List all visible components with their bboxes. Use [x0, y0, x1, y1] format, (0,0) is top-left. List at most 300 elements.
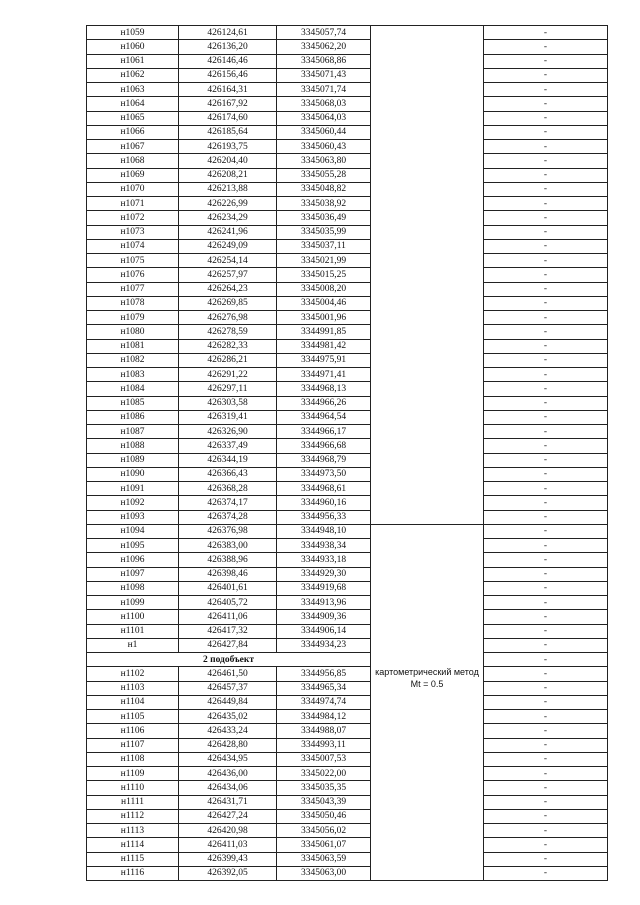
- x-coordinate-cell: 426368,28: [179, 482, 277, 496]
- x-coordinate-cell: 426193,75: [179, 140, 277, 154]
- x-coordinate-cell: 426213,88: [179, 182, 277, 196]
- table-row: [87, 838, 608, 852]
- accuracy-cell: -: [484, 282, 608, 296]
- y-coordinate-cell: 3345035,99: [277, 225, 371, 239]
- table-row: [87, 581, 608, 595]
- accuracy-cell: -: [484, 268, 608, 282]
- table-row: [87, 710, 608, 724]
- point-id-cell: н1086: [87, 410, 179, 424]
- table-row: [87, 282, 608, 296]
- point-id-cell: н1098: [87, 581, 179, 595]
- accuracy-cell: -: [484, 396, 608, 410]
- point-id-cell: н1108: [87, 752, 179, 766]
- accuracy-cell: -: [484, 581, 608, 595]
- point-id-cell: н1116: [87, 866, 179, 880]
- accuracy-cell: -: [484, 781, 608, 795]
- table-row: [87, 738, 608, 752]
- x-coordinate-cell: 426392,05: [179, 866, 277, 880]
- accuracy-cell: -: [484, 339, 608, 353]
- x-coordinate-cell: 426399,43: [179, 852, 277, 866]
- accuracy-cell: -: [484, 610, 608, 624]
- accuracy-cell: -: [484, 26, 608, 40]
- accuracy-cell: -: [484, 296, 608, 310]
- table-row: [87, 510, 608, 524]
- x-coordinate-cell: 426405,72: [179, 596, 277, 610]
- subobject-row: [87, 653, 608, 667]
- table-row: [87, 368, 608, 382]
- accuracy-cell: -: [484, 681, 608, 695]
- x-coordinate-cell: 426167,92: [179, 97, 277, 111]
- x-coordinate-cell: 426146,46: [179, 54, 277, 68]
- x-coordinate-cell: 426326,90: [179, 425, 277, 439]
- table-row: [87, 254, 608, 268]
- x-coordinate-cell: 426449,84: [179, 695, 277, 709]
- accuracy-cell: -: [484, 54, 608, 68]
- point-id-cell: н1059: [87, 26, 179, 40]
- point-id-cell: н1114: [87, 838, 179, 852]
- y-coordinate-cell: 3344913,96: [277, 596, 371, 610]
- x-coordinate-cell: 426164,31: [179, 83, 277, 97]
- y-coordinate-cell: 3344964,54: [277, 410, 371, 424]
- table-row: [87, 866, 608, 880]
- x-coordinate-cell: 426282,33: [179, 339, 277, 353]
- y-coordinate-cell: 3345060,43: [277, 140, 371, 154]
- point-id-cell: н1078: [87, 296, 179, 310]
- table-row: [87, 752, 608, 766]
- x-coordinate-cell: 426264,23: [179, 282, 277, 296]
- y-coordinate-cell: 3345061,07: [277, 838, 371, 852]
- x-coordinate-cell: 426226,99: [179, 197, 277, 211]
- y-coordinate-cell: 3345036,49: [277, 211, 371, 225]
- accuracy-cell: -: [484, 809, 608, 823]
- table-row: [87, 453, 608, 467]
- table-row: [87, 211, 608, 225]
- point-id-cell: н1073: [87, 225, 179, 239]
- point-id-cell: н1074: [87, 239, 179, 253]
- x-coordinate-cell: 426204,40: [179, 154, 277, 168]
- y-coordinate-cell: 3344984,12: [277, 710, 371, 724]
- table-row: [87, 695, 608, 709]
- accuracy-cell: -: [484, 353, 608, 367]
- table-row: [87, 111, 608, 125]
- accuracy-cell: -: [484, 539, 608, 553]
- table-row: [87, 596, 608, 610]
- table-row: [87, 154, 608, 168]
- table-row: [87, 567, 608, 581]
- x-coordinate-cell: 426435,02: [179, 710, 277, 724]
- accuracy-cell: -: [484, 83, 608, 97]
- accuracy-cell: -: [484, 140, 608, 154]
- point-id-cell: н1113: [87, 824, 179, 838]
- table-row: [87, 311, 608, 325]
- accuracy-cell: -: [484, 710, 608, 724]
- point-id-cell: н1090: [87, 467, 179, 481]
- table-row: [87, 225, 608, 239]
- x-coordinate-cell: 426344,19: [179, 453, 277, 467]
- x-coordinate-cell: 426374,17: [179, 496, 277, 510]
- accuracy-cell: -: [484, 453, 608, 467]
- y-coordinate-cell: 3344919,68: [277, 581, 371, 595]
- table-row: [87, 26, 608, 40]
- point-id-cell: н1: [87, 638, 179, 652]
- y-coordinate-cell: 3344975,91: [277, 353, 371, 367]
- x-coordinate-cell: 426297,11: [179, 382, 277, 396]
- table-row: [87, 624, 608, 638]
- y-coordinate-cell: 3344966,26: [277, 396, 371, 410]
- y-coordinate-cell: 3344906,14: [277, 624, 371, 638]
- y-coordinate-cell: 3344991,85: [277, 325, 371, 339]
- point-id-cell: н1064: [87, 97, 179, 111]
- accuracy-cell: -: [484, 795, 608, 809]
- y-coordinate-cell: 3344974,74: [277, 695, 371, 709]
- accuracy-cell: -: [484, 724, 608, 738]
- x-coordinate-cell: 426337,49: [179, 439, 277, 453]
- table-row: [87, 353, 608, 367]
- y-coordinate-cell: 3344909,36: [277, 610, 371, 624]
- x-coordinate-cell: 426417,32: [179, 624, 277, 638]
- point-id-cell: н1085: [87, 396, 179, 410]
- point-id-cell: н1088: [87, 439, 179, 453]
- point-id-cell: н1097: [87, 567, 179, 581]
- y-coordinate-cell: 3345043,39: [277, 795, 371, 809]
- x-coordinate-cell: 426278,59: [179, 325, 277, 339]
- y-coordinate-cell: 3345063,59: [277, 852, 371, 866]
- y-coordinate-cell: 3345001,96: [277, 311, 371, 325]
- accuracy-cell: -: [484, 154, 608, 168]
- y-coordinate-cell: 3344988,07: [277, 724, 371, 738]
- point-id-cell: н1107: [87, 738, 179, 752]
- point-id-cell: н1075: [87, 254, 179, 268]
- y-coordinate-cell: 3344966,17: [277, 425, 371, 439]
- y-coordinate-cell: 3345068,86: [277, 54, 371, 68]
- y-coordinate-cell: 3345037,11: [277, 239, 371, 253]
- point-id-cell: н1112: [87, 809, 179, 823]
- coordinates-table: [86, 25, 608, 881]
- x-coordinate-cell: 426208,21: [179, 168, 277, 182]
- accuracy-cell: -: [484, 752, 608, 766]
- table-row: [87, 425, 608, 439]
- point-id-cell: н1069: [87, 168, 179, 182]
- accuracy-cell: -: [484, 667, 608, 681]
- table-row: [87, 396, 608, 410]
- accuracy-cell: -: [484, 125, 608, 139]
- point-id-cell: н1084: [87, 382, 179, 396]
- y-coordinate-cell: 3344968,79: [277, 453, 371, 467]
- table-row: [87, 724, 608, 738]
- y-coordinate-cell: 3345022,00: [277, 767, 371, 781]
- table-row: [87, 852, 608, 866]
- y-coordinate-cell: 3344956,85: [277, 667, 371, 681]
- x-coordinate-cell: 426124,61: [179, 26, 277, 40]
- x-coordinate-cell: 426420,98: [179, 824, 277, 838]
- point-id-cell: н1091: [87, 482, 179, 496]
- table-row: [87, 339, 608, 353]
- point-id-cell: н1082: [87, 353, 179, 367]
- x-coordinate-cell: 426434,06: [179, 781, 277, 795]
- table-row: [87, 54, 608, 68]
- accuracy-cell: -: [484, 738, 608, 752]
- x-coordinate-cell: 426427,24: [179, 809, 277, 823]
- x-coordinate-cell: 426286,21: [179, 353, 277, 367]
- accuracy-cell: -: [484, 40, 608, 54]
- table-row: [87, 809, 608, 823]
- table-row: [87, 68, 608, 82]
- accuracy-cell: -: [484, 838, 608, 852]
- y-coordinate-cell: 3345071,74: [277, 83, 371, 97]
- point-id-cell: н1067: [87, 140, 179, 154]
- x-coordinate-cell: 426428,80: [179, 738, 277, 752]
- point-id-cell: н1061: [87, 54, 179, 68]
- table-row: [87, 410, 608, 424]
- table-row: [87, 610, 608, 624]
- y-coordinate-cell: 3345007,53: [277, 752, 371, 766]
- accuracy-cell: -: [484, 368, 608, 382]
- point-id-cell: н1111: [87, 795, 179, 809]
- x-coordinate-cell: 426185,64: [179, 125, 277, 139]
- accuracy-cell: -: [484, 496, 608, 510]
- point-id-cell: н1106: [87, 724, 179, 738]
- x-coordinate-cell: 426366,43: [179, 467, 277, 481]
- accuracy-cell: -: [484, 866, 608, 880]
- point-id-cell: н1092: [87, 496, 179, 510]
- point-id-cell: н1072: [87, 211, 179, 225]
- table-row: [87, 325, 608, 339]
- point-id-cell: н1095: [87, 539, 179, 553]
- table-row: [87, 539, 608, 553]
- accuracy-cell: -: [484, 211, 608, 225]
- point-id-cell: н1076: [87, 268, 179, 282]
- accuracy-cell: -: [484, 325, 608, 339]
- y-coordinate-cell: 3344929,30: [277, 567, 371, 581]
- accuracy-cell: -: [484, 567, 608, 581]
- point-id-cell: н1083: [87, 368, 179, 382]
- table-row: [87, 125, 608, 139]
- table-row: [87, 439, 608, 453]
- y-coordinate-cell: 3345004,46: [277, 296, 371, 310]
- table-row: [87, 524, 608, 538]
- y-coordinate-cell: 3345063,00: [277, 866, 371, 880]
- accuracy-cell: -: [484, 482, 608, 496]
- accuracy-cell: -: [484, 852, 608, 866]
- point-id-cell: н1087: [87, 425, 179, 439]
- x-coordinate-cell: 426383,00: [179, 539, 277, 553]
- table-row: [87, 496, 608, 510]
- table-row: [87, 268, 608, 282]
- table-row: [87, 681, 608, 695]
- y-coordinate-cell: 3345060,44: [277, 125, 371, 139]
- y-coordinate-cell: 3344933,18: [277, 553, 371, 567]
- y-coordinate-cell: 3345057,74: [277, 26, 371, 40]
- point-id-cell: н1110: [87, 781, 179, 795]
- point-id-cell: н1079: [87, 311, 179, 325]
- x-coordinate-cell: 426411,03: [179, 838, 277, 852]
- y-coordinate-cell: 3344971,41: [277, 368, 371, 382]
- table-row: [87, 767, 608, 781]
- x-coordinate-cell: 426291,22: [179, 368, 277, 382]
- x-coordinate-cell: 426431,71: [179, 795, 277, 809]
- y-coordinate-cell: 3344965,34: [277, 681, 371, 695]
- y-coordinate-cell: 3345048,82: [277, 182, 371, 196]
- accuracy-cell: -: [484, 168, 608, 182]
- table-row: [87, 824, 608, 838]
- table-row: [87, 638, 608, 652]
- point-id-cell: н1101: [87, 624, 179, 638]
- accuracy-cell: -: [484, 524, 608, 538]
- x-coordinate-cell: 426257,97: [179, 268, 277, 282]
- accuracy-cell: -: [484, 653, 608, 667]
- y-coordinate-cell: 3344981,42: [277, 339, 371, 353]
- point-id-cell: н1068: [87, 154, 179, 168]
- table-row: [87, 197, 608, 211]
- x-coordinate-cell: 426433,24: [179, 724, 277, 738]
- point-id-cell: н1093: [87, 510, 179, 524]
- x-coordinate-cell: 426249,09: [179, 239, 277, 253]
- point-id-cell: н1102: [87, 667, 179, 681]
- x-coordinate-cell: 426376,98: [179, 524, 277, 538]
- accuracy-cell: -: [484, 111, 608, 125]
- x-coordinate-cell: 426461,50: [179, 667, 277, 681]
- accuracy-cell: -: [484, 624, 608, 638]
- x-coordinate-cell: 426319,41: [179, 410, 277, 424]
- point-id-cell: н1065: [87, 111, 179, 125]
- x-coordinate-cell: 426434,95: [179, 752, 277, 766]
- accuracy-cell: -: [484, 68, 608, 82]
- x-coordinate-cell: 426374,28: [179, 510, 277, 524]
- point-id-cell: н1103: [87, 681, 179, 695]
- table-row: [87, 239, 608, 253]
- point-id-cell: н1089: [87, 453, 179, 467]
- accuracy-cell: -: [484, 382, 608, 396]
- x-coordinate-cell: 426276,98: [179, 311, 277, 325]
- y-coordinate-cell: 3345068,03: [277, 97, 371, 111]
- y-coordinate-cell: 3345062,20: [277, 40, 371, 54]
- point-id-cell: н1077: [87, 282, 179, 296]
- method-label: картометрический метод Mt = 0.5: [375, 666, 479, 689]
- x-coordinate-cell: 426411,06: [179, 610, 277, 624]
- table-row: [87, 467, 608, 481]
- point-id-cell: н1096: [87, 553, 179, 567]
- accuracy-cell: -: [484, 311, 608, 325]
- accuracy-cell: -: [484, 596, 608, 610]
- x-coordinate-cell: 426174,60: [179, 111, 277, 125]
- table-row: [87, 667, 608, 681]
- accuracy-cell: -: [484, 239, 608, 253]
- x-coordinate-cell: 426398,46: [179, 567, 277, 581]
- y-coordinate-cell: 3345071,43: [277, 68, 371, 82]
- point-id-cell: н1115: [87, 852, 179, 866]
- x-coordinate-cell: 426401,61: [179, 581, 277, 595]
- y-coordinate-cell: 3344948,10: [277, 524, 371, 538]
- x-coordinate-cell: 426156,46: [179, 68, 277, 82]
- accuracy-cell: -: [484, 510, 608, 524]
- y-coordinate-cell: 3344968,13: [277, 382, 371, 396]
- x-coordinate-cell: 426136,20: [179, 40, 277, 54]
- accuracy-cell: -: [484, 467, 608, 481]
- x-coordinate-cell: 426254,14: [179, 254, 277, 268]
- coordinates-table-body: [87, 26, 608, 881]
- accuracy-cell: -: [484, 638, 608, 652]
- accuracy-cell: -: [484, 767, 608, 781]
- accuracy-cell: -: [484, 254, 608, 268]
- table-row: [87, 553, 608, 567]
- point-id-cell: н1063: [87, 83, 179, 97]
- point-id-cell: н1060: [87, 40, 179, 54]
- point-id-cell: н1080: [87, 325, 179, 339]
- table-row: [87, 40, 608, 54]
- table-row: [87, 182, 608, 196]
- point-id-cell: н1109: [87, 767, 179, 781]
- y-coordinate-cell: 3345008,20: [277, 282, 371, 296]
- y-coordinate-cell: 3344938,34: [277, 539, 371, 553]
- table-row: [87, 296, 608, 310]
- y-coordinate-cell: 3345056,02: [277, 824, 371, 838]
- accuracy-cell: -: [484, 553, 608, 567]
- subobject-label: 2 подобъект: [87, 653, 371, 667]
- y-coordinate-cell: 3344966,68: [277, 439, 371, 453]
- point-id-cell: н1099: [87, 596, 179, 610]
- point-id-cell: н1071: [87, 197, 179, 211]
- y-coordinate-cell: 3345038,92: [277, 197, 371, 211]
- y-coordinate-cell: 3344968,61: [277, 482, 371, 496]
- y-coordinate-cell: 3344993,11: [277, 738, 371, 752]
- y-coordinate-cell: 3344960,16: [277, 496, 371, 510]
- accuracy-cell: -: [484, 425, 608, 439]
- table-row: [87, 140, 608, 154]
- accuracy-cell: -: [484, 197, 608, 211]
- y-coordinate-cell: 3344973,50: [277, 467, 371, 481]
- accuracy-cell: -: [484, 225, 608, 239]
- point-id-cell: н1094: [87, 524, 179, 538]
- table-row: [87, 482, 608, 496]
- y-coordinate-cell: 3344934,23: [277, 638, 371, 652]
- table-row: [87, 168, 608, 182]
- x-coordinate-cell: 426457,37: [179, 681, 277, 695]
- table-row: [87, 795, 608, 809]
- accuracy-cell: -: [484, 410, 608, 424]
- y-coordinate-cell: 3345035,35: [277, 781, 371, 795]
- table-row: [87, 97, 608, 111]
- x-coordinate-cell: 426427,84: [179, 638, 277, 652]
- method-cell-upper: [371, 26, 484, 525]
- x-coordinate-cell: 426436,00: [179, 767, 277, 781]
- x-coordinate-cell: 426241,96: [179, 225, 277, 239]
- y-coordinate-cell: 3345015,25: [277, 268, 371, 282]
- y-coordinate-cell: 3345063,80: [277, 154, 371, 168]
- accuracy-cell: -: [484, 97, 608, 111]
- y-coordinate-cell: 3345055,28: [277, 168, 371, 182]
- point-id-cell: н1062: [87, 68, 179, 82]
- point-id-cell: н1100: [87, 610, 179, 624]
- method-cell: [371, 524, 484, 880]
- accuracy-cell: -: [484, 439, 608, 453]
- point-id-cell: н1105: [87, 710, 179, 724]
- y-coordinate-cell: 3345021,99: [277, 254, 371, 268]
- table-row: [87, 781, 608, 795]
- x-coordinate-cell: 426269,85: [179, 296, 277, 310]
- y-coordinate-cell: 3345050,46: [277, 809, 371, 823]
- point-id-cell: н1081: [87, 339, 179, 353]
- x-coordinate-cell: 426234,29: [179, 211, 277, 225]
- point-id-cell: н1066: [87, 125, 179, 139]
- table-row: [87, 83, 608, 97]
- accuracy-cell: -: [484, 695, 608, 709]
- y-coordinate-cell: 3344956,33: [277, 510, 371, 524]
- accuracy-cell: -: [484, 824, 608, 838]
- x-coordinate-cell: 426388,96: [179, 553, 277, 567]
- point-id-cell: н1104: [87, 695, 179, 709]
- x-coordinate-cell: 426303,58: [179, 396, 277, 410]
- accuracy-cell: -: [484, 182, 608, 196]
